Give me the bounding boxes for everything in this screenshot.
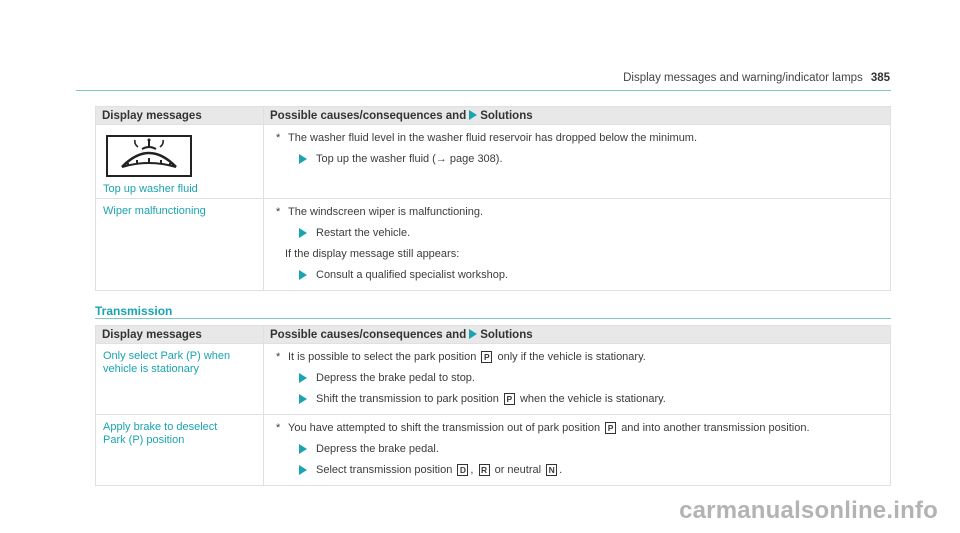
- message-text: Wiper malfunctioning: [103, 205, 206, 217]
- message-cell: [96, 415, 264, 486]
- table-header-row: [96, 326, 891, 344]
- running-title: Display messages and warning/indicator lamps: [623, 72, 863, 84]
- step-arrow-icon: [299, 373, 307, 383]
- col-causes-label: Possible causes/consequences and: [270, 328, 467, 341]
- header-rule: [76, 90, 891, 91]
- message-line: Only select Park (P) when: [103, 350, 231, 362]
- asterisk: *: [276, 422, 281, 434]
- solution-step: [276, 392, 884, 406]
- col-causes-solutions: [264, 326, 891, 344]
- gear-p-symbol: P: [504, 393, 515, 405]
- solution-step: [276, 152, 884, 166]
- table-row: [96, 415, 891, 486]
- step-arrow-icon: [299, 394, 307, 404]
- col-display-messages: Display messages: [96, 107, 264, 125]
- cause-text: The washer fluid level in the washer fluid reservoir has dropped below the minimum.: [288, 132, 698, 144]
- cause-text: only if the vehicle is stationary.: [497, 351, 646, 363]
- cause-text: You have attempted to shift the transmission out of park position: [288, 422, 601, 434]
- step-text: or neutral: [494, 464, 542, 476]
- step-arrow-icon: [299, 465, 307, 475]
- cause-line: [276, 350, 884, 364]
- message-text: Top up washer fluid: [103, 183, 198, 195]
- gear-p-symbol: P: [605, 422, 616, 434]
- solution-arrow-icon: [469, 329, 477, 339]
- message-cell: [96, 199, 264, 291]
- step-end: .: [559, 464, 563, 476]
- message-line: Park (P) position: [103, 434, 185, 446]
- table-row: [96, 199, 891, 291]
- gear-r-symbol: R: [479, 464, 490, 476]
- message-line: Apply brake to deselect: [103, 421, 218, 433]
- step-text: Shift the transmission to park position: [316, 393, 499, 405]
- transmission-table: [95, 325, 891, 486]
- step-text: Select transmission position: [316, 464, 453, 476]
- step-arrow-icon: [299, 228, 307, 238]
- washer-fluid-icon: [106, 135, 192, 177]
- col-causes-label: Possible causes/consequences and: [270, 109, 467, 122]
- solution-cell: [264, 415, 891, 486]
- message-cell: [96, 344, 264, 415]
- solution-step: [276, 463, 884, 477]
- asterisk: *: [276, 351, 281, 363]
- col-solutions-label: Solutions: [480, 109, 533, 122]
- step-arrow-icon: [299, 270, 307, 280]
- table-header-row: [96, 107, 891, 125]
- step-text: Depress the brake pedal.: [316, 443, 439, 455]
- step-arrow-icon: [299, 444, 307, 454]
- cause-line: [276, 131, 884, 145]
- asterisk: *: [276, 132, 281, 144]
- step-text: Consult a qualified specialist workshop.: [316, 269, 508, 281]
- separator: ,: [470, 464, 474, 476]
- cause-line: [276, 421, 884, 435]
- step-text: Top up the washer fluid (: [316, 153, 436, 165]
- message-cell: [96, 125, 264, 199]
- gear-n-symbol: N: [546, 464, 557, 476]
- table-row: [96, 125, 891, 199]
- page-reference-link[interactable]: → page 308).: [435, 153, 503, 165]
- solution-step: [276, 226, 884, 240]
- gear-d-symbol: D: [457, 464, 468, 476]
- solution-arrow-icon: [469, 110, 477, 120]
- cause-text: The windscreen wiper is malfunctioning.: [288, 206, 484, 218]
- solution-step: [276, 442, 884, 456]
- section-title: Transmission: [95, 304, 173, 318]
- running-head: [623, 72, 890, 84]
- solution-step: [276, 268, 884, 282]
- gear-p-symbol: P: [481, 351, 492, 363]
- solution-cell: [264, 199, 891, 291]
- step-text: when the vehicle is stationary.: [519, 393, 666, 405]
- col-display-messages: Display messages: [96, 326, 264, 344]
- cause-text: It is possible to select the park position: [288, 351, 477, 363]
- solution-cell: [264, 125, 891, 199]
- step-arrow-icon: [299, 154, 307, 164]
- watermark-logo: carmanualsonline.info: [679, 497, 938, 524]
- col-solutions-label: Solutions: [480, 328, 533, 341]
- table-row: [96, 344, 891, 415]
- condition-text: If the display message still appears:: [285, 248, 460, 260]
- step-text: Depress the brake pedal to stop.: [316, 372, 475, 384]
- section-rule: [95, 318, 891, 319]
- solution-step: [276, 371, 884, 385]
- page-number: 385: [870, 72, 890, 84]
- washer-wiper-table: [95, 106, 891, 291]
- cause-text: and into another transmission position.: [621, 422, 810, 434]
- solution-cell: [264, 344, 891, 415]
- cause-line: [276, 205, 884, 219]
- message-line: vehicle is stationary: [103, 363, 199, 375]
- col-causes-solutions: [264, 107, 891, 125]
- asterisk: *: [276, 206, 281, 218]
- step-text: Restart the vehicle.: [316, 227, 411, 239]
